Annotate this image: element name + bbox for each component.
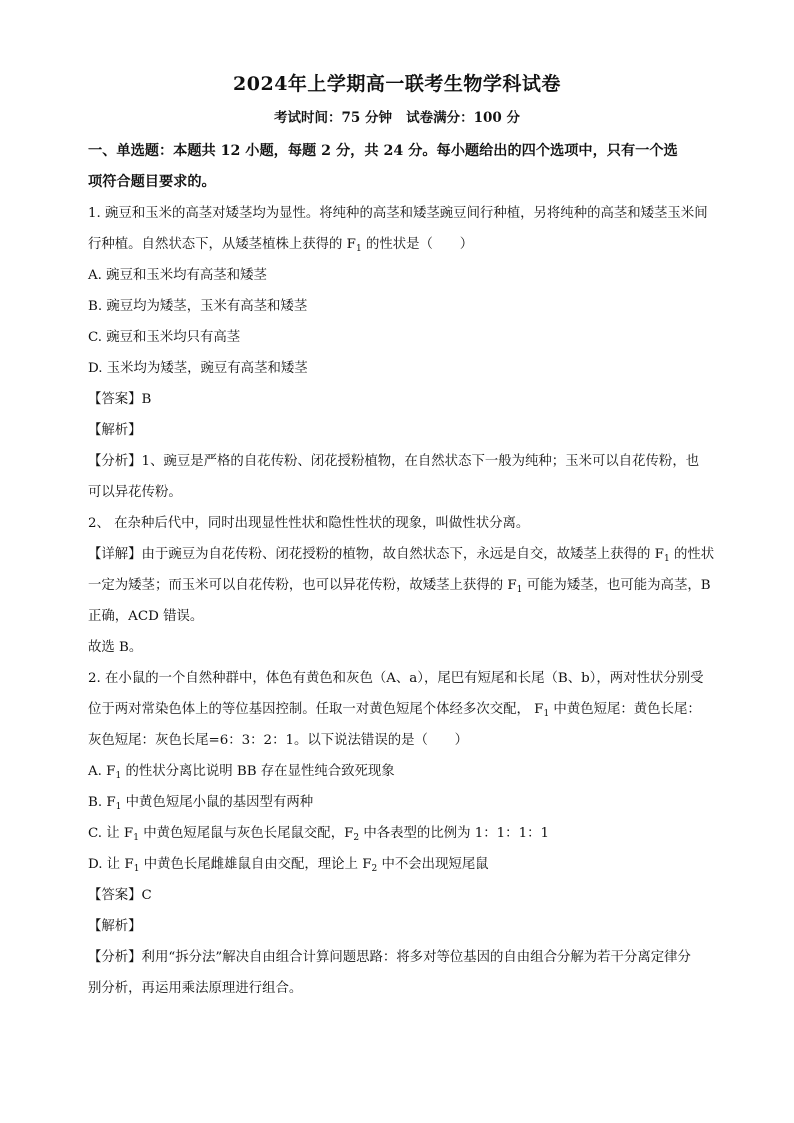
q1-detail-text: 可能为矮茎，也可能为高茎，B xyxy=(522,578,711,593)
q1-analysis-label: 【解析】 xyxy=(88,423,142,438)
question-1 xyxy=(88,198,715,663)
q1-stem-line2 xyxy=(88,229,706,260)
q2-stem-line3: 灰色短尾：灰色长尾=6：3：2：1。以下说法错误的是（ ） xyxy=(88,733,469,748)
q1-conclusion: 故选 B。 xyxy=(88,640,143,655)
section-heading-line1: 一、单选题：本题共 12 小题，每题 2 分，共 24 分。每小题给出的四个选项中，只有一个选 xyxy=(88,143,678,159)
subscript: 1 xyxy=(663,554,670,564)
q1-option-d: D. 玉米均为矮茎，豌豆有高茎和矮茎 xyxy=(88,361,308,376)
q2-option-text: A. F xyxy=(88,764,116,779)
q2-option-d xyxy=(88,849,706,880)
q1-fenxi-line1: 【分析】1、豌豆是严格的自花传粉、闭花授粉植物，在自然状态下一般为纯种；玉米可以自花传粉，也 xyxy=(88,454,700,469)
exam-title: 2024年上学期高一联考生物学科试卷 xyxy=(233,73,561,95)
q2-option-c xyxy=(88,818,706,849)
subscript: 1 xyxy=(516,585,523,595)
q2-answer: 【答案】C xyxy=(88,888,152,903)
q2-option-text: 中各表型的比例为 1：1：1：1 xyxy=(359,826,549,841)
q2-option-a xyxy=(88,756,706,787)
q1-option-c: C. 豌豆和玉米均只有高茎 xyxy=(88,330,241,345)
q1-detail-text: 一定为矮茎；而玉米可以自花传粉，也可以异花传粉，故矮茎上获得的 F xyxy=(88,578,517,593)
q1-answer: 【答案】B xyxy=(88,392,152,407)
q2-option-b xyxy=(88,787,706,818)
q2-fenxi-line1: 【分析】利用“拆分法”解决自由组合计算问题思路：将多对等位基因的自由组合分解为若干分离定律分 xyxy=(88,950,691,965)
subscript: 1 xyxy=(133,864,140,874)
q2-fenxi-line2: 别分析，再运用乘法原理进行组合。 xyxy=(88,981,303,996)
q1-option-b: B. 豌豆均为矮茎，玉米有高茎和矮茎 xyxy=(88,299,308,314)
q1-detail-line2 xyxy=(88,570,711,601)
q1-detail-text: 【详解】由于豌豆为自花传粉、闭花授粉的植物，故自然状态下，永远是自交，故矮茎上获得的 F xyxy=(88,547,664,562)
q1-stem-text: 的性状是（ ） xyxy=(361,237,474,252)
question-2 xyxy=(88,663,706,1004)
q2-option-text: 中黄色短尾鼠与灰色长尾鼠交配，F xyxy=(138,826,354,841)
q2-option-text: 中黄色长尾雌雄鼠自由交配，理论上 F xyxy=(139,857,372,872)
q2-option-text: 中不会出现短尾鼠 xyxy=(377,857,489,872)
subscript: 1 xyxy=(355,244,362,254)
q1-detail-line1 xyxy=(88,539,715,570)
exam-subtitle: 考试时间：75 分钟 试卷满分：100 分 xyxy=(274,110,520,126)
section-heading xyxy=(88,136,706,198)
q2-option-text: 的性状分离比说明 BB 存在显性纯合致死现象 xyxy=(121,764,395,779)
q1-stem-line1: 1. 豌豆和玉米的高茎对矮茎均为显性。将纯种的高茎和矮茎豌豆间行种植，另将纯种的高茎和矮茎玉米间 xyxy=(88,206,708,221)
q2-stem-text: 位于两对常染色体上的等位基因控制。任取一对黄色短尾个体经多次交配， F xyxy=(88,702,544,717)
q2-option-text: B. F xyxy=(88,795,116,810)
q1-fenxi-point2: 2、 在杂种后代中，同时出现显性性状和隐性性状的现象，叫做性状分离。 xyxy=(88,516,530,531)
q1-detail-line3: 正确，ACD 错误。 xyxy=(88,609,204,624)
q1-detail-text: 的性状 xyxy=(669,547,715,562)
subscript: 2 xyxy=(371,864,378,874)
subscript: 1 xyxy=(133,833,139,843)
q2-option-text: 中黄色短尾小鼠的基因型有两种 xyxy=(121,795,314,810)
q2-stem-line1: 2. 在小鼠的一个自然种群中，体色有黄色和灰色（A、a），尾巴有短尾和长尾（B、b），两对性状分别受 xyxy=(88,671,704,686)
q1-fenxi-line2: 可以异花传粉。 xyxy=(88,485,182,500)
subscript: 1 xyxy=(115,771,122,781)
q2-stem-line2 xyxy=(88,694,706,725)
q2-analysis-label: 【解析】 xyxy=(88,919,142,934)
subscript: 1 xyxy=(543,709,550,719)
subscript: 1 xyxy=(115,802,122,812)
q1-option-a: A. 豌豆和玉米均有高茎和矮茎 xyxy=(88,268,267,283)
q1-stem-text: 行种植。自然状态下，从矮茎植株上获得的 F xyxy=(88,237,356,252)
q2-option-text: D. 让 F xyxy=(88,857,134,872)
q2-stem-text: 中黄色短尾：黄色长尾： xyxy=(549,702,701,717)
q2-option-text: C. 让 F xyxy=(88,826,134,841)
subscript: 2 xyxy=(353,833,360,843)
section-heading-line2: 项符合题目要求的。 xyxy=(88,174,216,190)
